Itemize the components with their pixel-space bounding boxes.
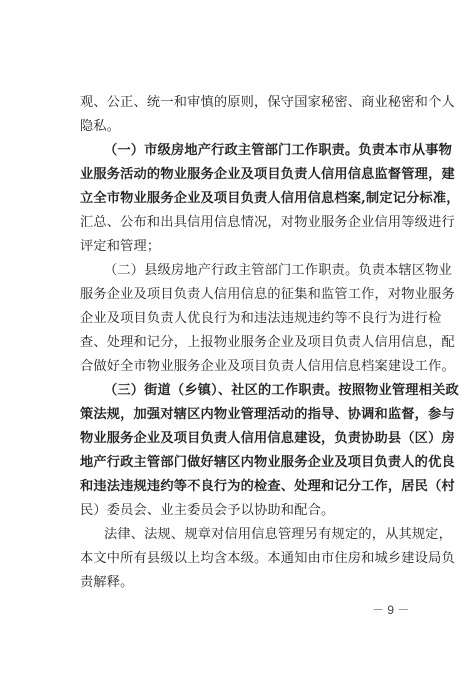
text-line-18: 民）委员会、业主委员会予以协助和配合。 bbox=[80, 503, 335, 518]
text-line-3: （一）市级房地产行政主管部门工作职责。负责本市从事物 bbox=[104, 143, 453, 158]
text-line-6: 汇总、公布和出具信用信息情况，对物业服务企业信用等级进行 bbox=[80, 215, 455, 230]
text-line-16: 地产行政主管部门做好辖区内物业服务企业及项目负责人的优良 bbox=[80, 455, 455, 470]
text-line-5: 立全市物业服务企业及项目负责人信用信息档案,制定记分标准， bbox=[80, 191, 460, 206]
text-line-14: 策法规，加强对辖区内物业管理活动的指导、协调和监督，参与 bbox=[80, 407, 455, 422]
text-line-10: 企业及项目负责人优良行为和违法违规违约等不良行为进行检 bbox=[80, 311, 442, 326]
text-line-8: （二）县级房地产行政主管部门工作职责。负责本辖区物业 bbox=[104, 263, 453, 278]
text-line-20: 本文中所有县级以上均含本级。本通知由市住房和城乡建设局负 bbox=[80, 551, 455, 566]
text-line-19: 法律、法规、规章对信用信息管理另有规定的，从其规定， bbox=[104, 527, 453, 542]
text-line-11: 查、处理和记分，上报物业服务企业及项目负责人信用信息，配 bbox=[80, 335, 455, 350]
page-number: － 9 － bbox=[372, 603, 410, 617]
text-line-4: 业服务活动的物业服务企业及项目负责人信用信息监督管理，建 bbox=[80, 167, 455, 182]
text-line-13: （三）街道（乡镇）、社区的工作职责。按照物业管理相关政 bbox=[104, 383, 459, 398]
text-line-2: 隐私。 bbox=[80, 119, 121, 134]
text-line-15: 物业服务企业及项目负责人信用信息建设，负责协助县（区）房 bbox=[80, 431, 455, 446]
text-line-1: 观、公正、统一和审慎的原则，保守国家秘密、商业秘密和个人 bbox=[80, 95, 455, 110]
text-line-17: 和违法违规违约等不良行为的检查、处理和记分工作，居民（村 bbox=[80, 479, 455, 494]
text-line-9: 服务企业及项目负责人信用信息的征集和监管工作，对物业服务 bbox=[80, 287, 455, 302]
text-line-7: 评定和管理； bbox=[80, 239, 161, 254]
text-line-21: 责解释。 bbox=[80, 575, 134, 590]
text-line-12: 合做好全市物业服务企业及项目负责人信用信息档案建设工作。 bbox=[80, 359, 455, 374]
